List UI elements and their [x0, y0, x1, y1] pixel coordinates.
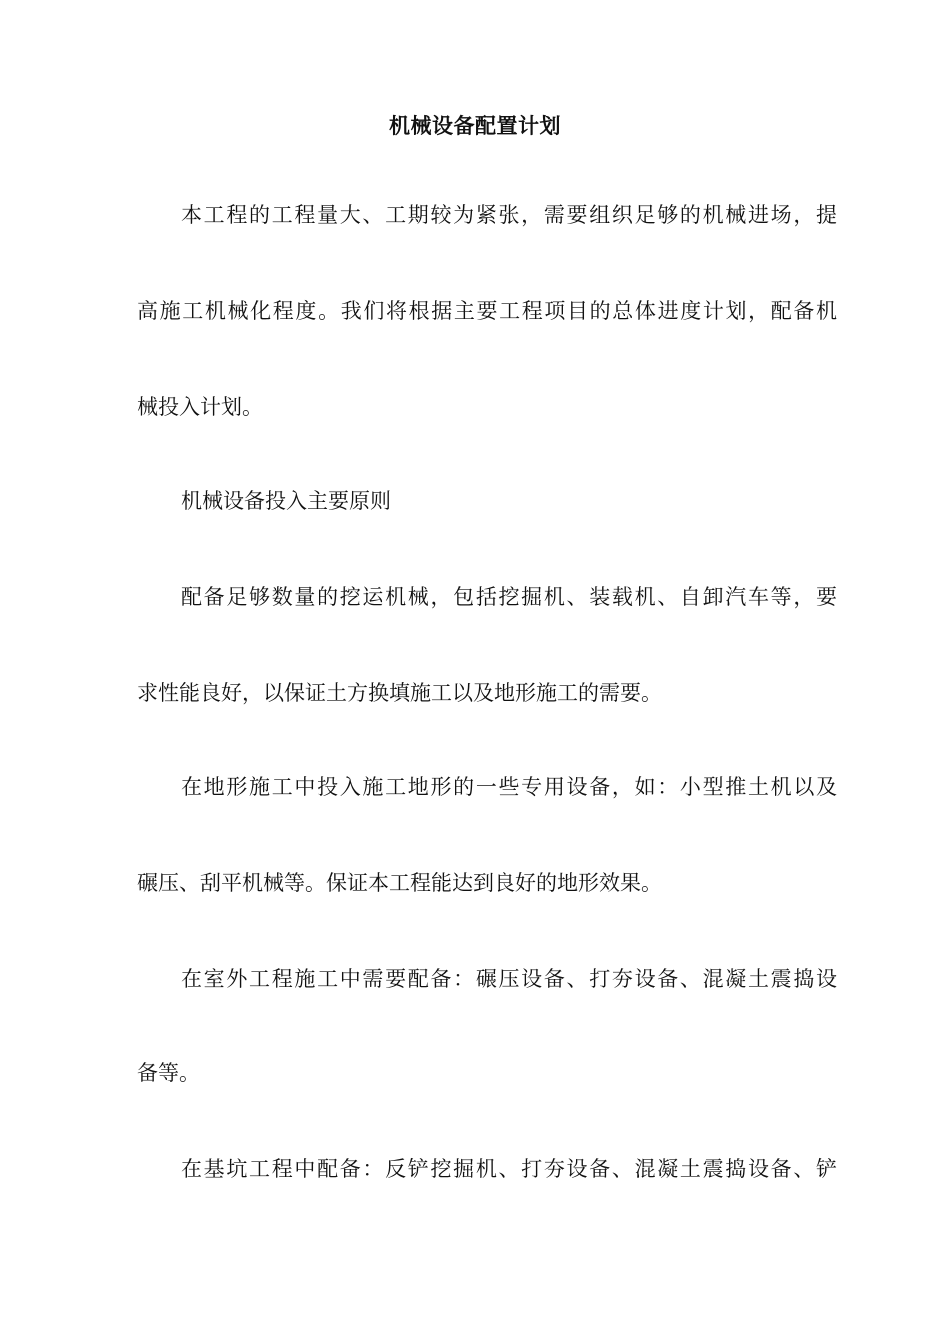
paragraph-line: 配备足够数量的挖运机械，包括挖掘机、装载机、自卸汽车等，要	[181, 585, 837, 609]
paragraph-line: 在基坑工程中配备：反铲挖掘机、打夯设备、混凝土震捣设备、铲	[181, 1157, 837, 1181]
paragraph-line: 碾压、刮平机械等。保证本工程能达到良好的地形效果。	[137, 871, 662, 895]
paragraph-line: 在室外工程施工中需要配备：碾压设备、打夯设备、混凝土震捣设	[181, 967, 837, 991]
paragraph-line: 在地形施工中投入施工地形的一些专用设备，如：小型推土机以及	[181, 775, 837, 799]
document-title: 机械设备配置计划	[389, 113, 561, 138]
paragraph-line: 本工程的工程量大、工期较为紧张，需要组织足够的机械进场，提	[181, 203, 837, 227]
paragraph-line: 高施工机械化程度。我们将根据主要工程项目的总体进度计划，配备机	[137, 299, 837, 323]
paragraph-line: 求性能良好，以保证土方换填施工以及地形施工的需要。	[137, 681, 662, 705]
paragraph-line: 械投入计划。	[137, 395, 263, 419]
paragraph-line: 备等。	[137, 1061, 200, 1085]
section-heading: 机械设备投入主要原则	[181, 489, 391, 513]
